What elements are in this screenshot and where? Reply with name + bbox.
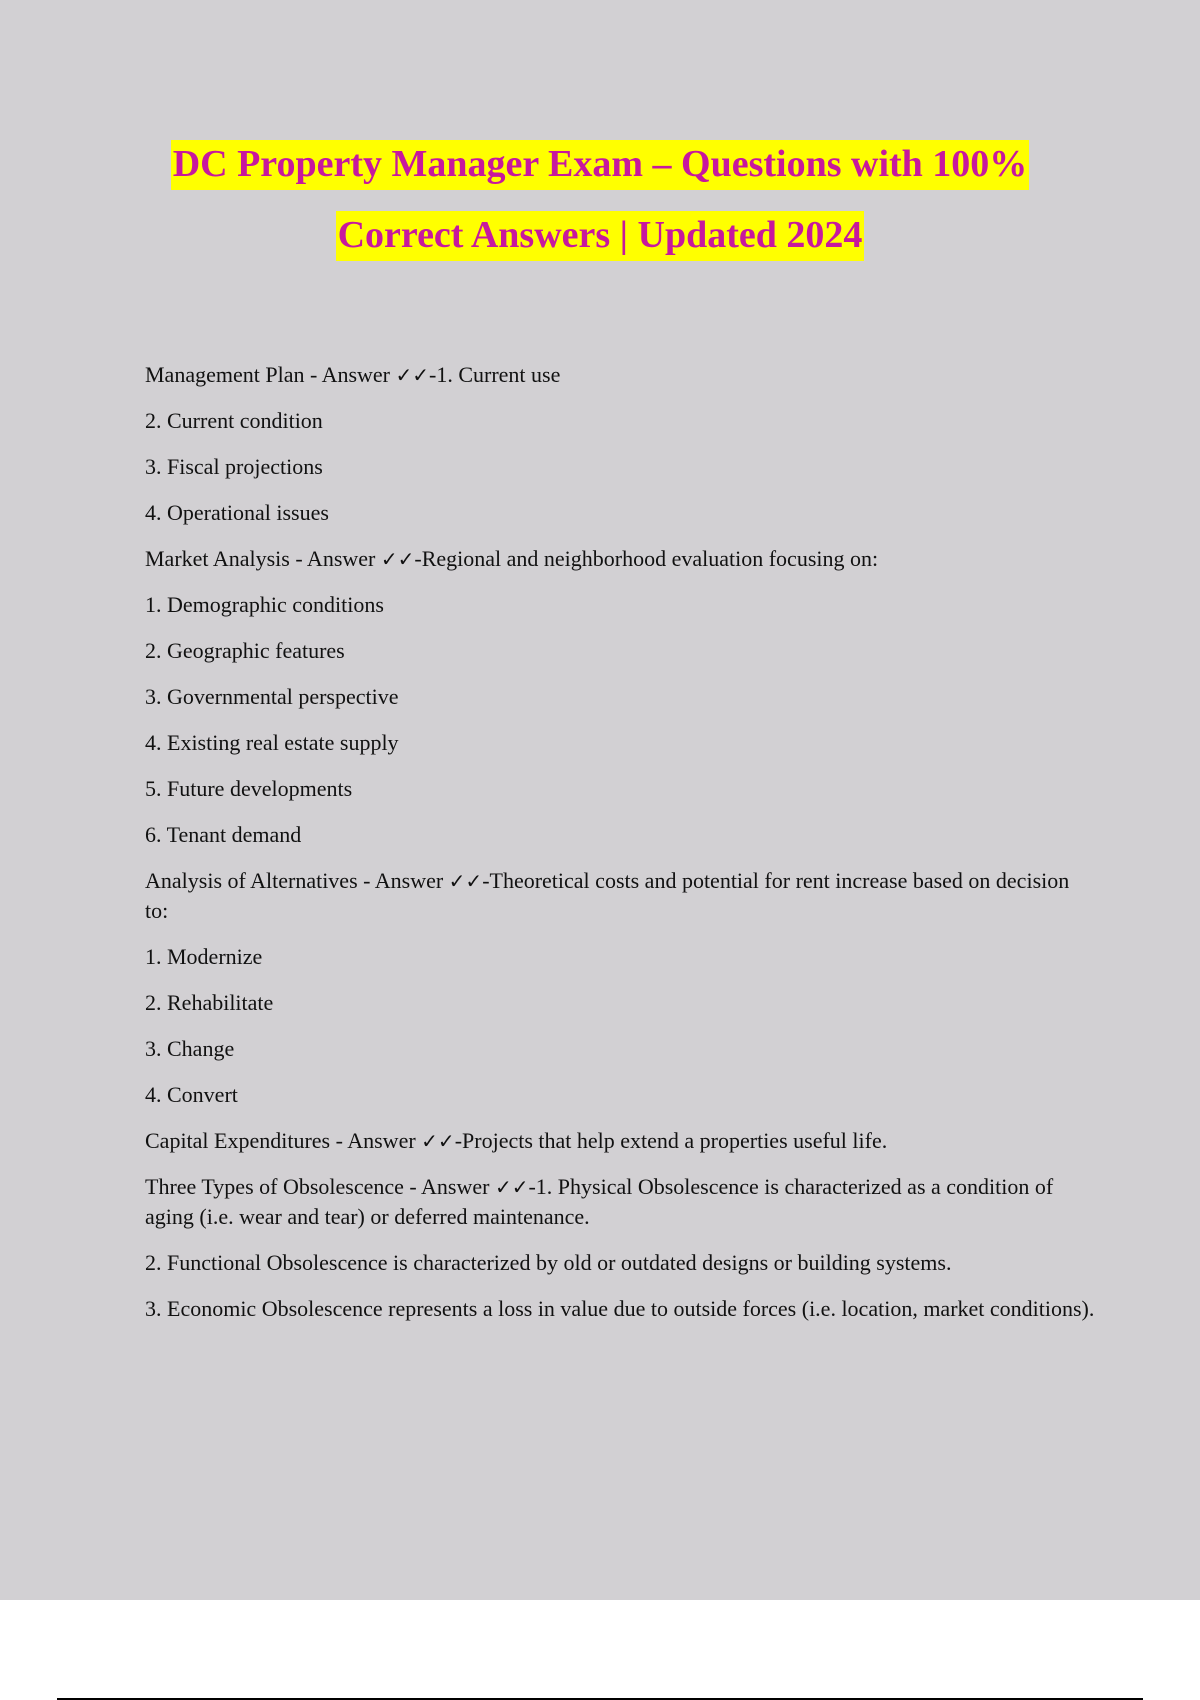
list-item: 2. Rehabilitate bbox=[145, 990, 274, 1015]
qa-answer: -Projects that help extend a properties useful life. bbox=[454, 1128, 888, 1153]
check-icon: ✓✓ bbox=[494, 1175, 529, 1199]
list-item: 3. Change bbox=[145, 1036, 235, 1061]
list-item: 4. Operational issues bbox=[145, 500, 329, 525]
check-icon: ✓✓ bbox=[421, 1129, 455, 1153]
qa-answer: -Theoretical costs and potential for rent increase based on decision to: bbox=[145, 868, 1070, 923]
qa-term: Market Analysis - Answer bbox=[145, 546, 381, 571]
list-item: 1. Demographic conditions bbox=[145, 592, 384, 617]
qa-item bbox=[145, 1126, 1095, 1156]
title-line-1: DC Property Manager Exam – Questions with 100% bbox=[171, 140, 1030, 190]
check-icon: ✓✓ bbox=[448, 869, 483, 893]
qa-content bbox=[145, 360, 1095, 1340]
check-icon: ✓✓ bbox=[380, 547, 415, 571]
list-item: 4. Existing real estate supply bbox=[145, 730, 399, 755]
qa-item bbox=[145, 1172, 1095, 1232]
qa-item bbox=[145, 866, 1095, 926]
list-item: 3. Governmental perspective bbox=[145, 684, 399, 709]
qa-term: Three Types of Obsolescence - Answer bbox=[145, 1174, 495, 1199]
title-line-2: Correct Answers | Updated 2024 bbox=[336, 211, 865, 261]
list-item: 1. Modernize bbox=[145, 944, 263, 969]
list-item: 2. Geographic features bbox=[145, 638, 345, 663]
list-item: 4. Convert bbox=[145, 1082, 238, 1107]
list-item: 2. Functional Obsolescence is characterized by old or outdated designs or building systems. bbox=[145, 1250, 952, 1275]
check-icon: ✓✓ bbox=[395, 363, 430, 387]
qa-term: Management Plan - Answer bbox=[145, 362, 396, 387]
list-item: 3. Economic Obsolescence represents a loss in value due to outside forces (i.e. location, market conditions). bbox=[145, 1296, 1095, 1321]
list-item: 3. Fiscal projections bbox=[145, 454, 323, 479]
qa-term: Capital Expenditures - Answer bbox=[145, 1128, 422, 1153]
document-title bbox=[0, 140, 1200, 282]
qa-item bbox=[145, 544, 1095, 574]
qa-answer: -1. Current use bbox=[429, 362, 561, 387]
list-item: 5. Future developments bbox=[145, 776, 353, 801]
list-item: 6. Tenant demand bbox=[145, 822, 302, 847]
qa-answer: -Regional and neighborhood evaluation focusing on: bbox=[414, 546, 879, 571]
qa-term: Analysis of Alternatives - Answer bbox=[145, 868, 449, 893]
list-item: 2. Current condition bbox=[145, 408, 323, 433]
qa-answer: -1. Physical Obsolescence is characterized as a condition of aging (i.e. wear and tear) or deferred maintenance. bbox=[145, 1174, 1054, 1229]
qa-item bbox=[145, 360, 1095, 390]
